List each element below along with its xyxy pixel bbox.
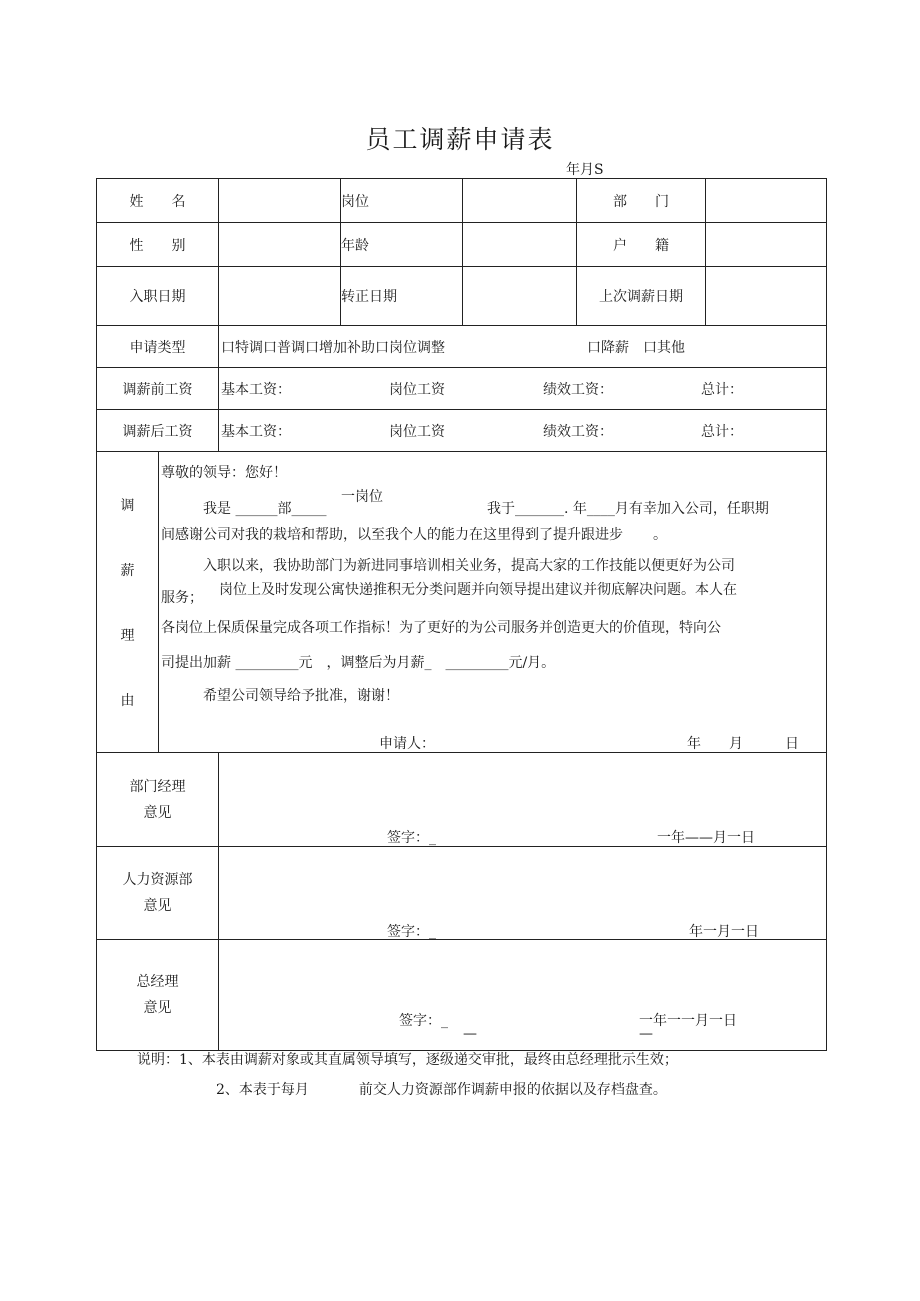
dept-manager-date: 一年——月一日 xyxy=(657,830,755,846)
general-manager-label xyxy=(97,940,219,1051)
general-manager-date: 一年一一月一日 xyxy=(639,1013,737,1029)
note-line-2-b: 前交人力资源部作调薪申报的依据以及存档盘查。 xyxy=(358,1082,667,1098)
gender-field[interactable] xyxy=(219,223,341,267)
reason-char-4: 由 xyxy=(120,692,135,709)
salary-before-perf: 绩效工资： xyxy=(543,381,613,398)
hr-dept-date: 年一月一日 xyxy=(689,924,759,940)
general-manager-opinion[interactable] xyxy=(219,940,827,1051)
dept-manager-sign: 签字：_ xyxy=(387,830,436,846)
general-manager-sign: 签字：_ xyxy=(399,1013,448,1029)
hr-dept-label xyxy=(97,847,219,940)
apply-type-options[interactable] xyxy=(219,326,827,368)
letter-para2-line4: 司提出加薪 _________元 ，调整后为月薪_ _________元/月。 xyxy=(161,655,556,671)
applicant-label: 申请人： xyxy=(379,736,435,752)
salary-before-base: 基本工资： xyxy=(221,381,291,398)
department-label: 部 门 xyxy=(577,179,706,223)
reason-body[interactable] xyxy=(159,452,827,753)
hr-dept-label-l2: 意见 xyxy=(143,898,172,914)
salary-after-label: 调薪后工资 xyxy=(97,410,219,452)
hukou-field[interactable] xyxy=(706,223,827,267)
salary-before-label: 调薪前工资 xyxy=(97,368,219,410)
letter-line1-b: 一岗位 xyxy=(341,489,383,505)
letter-line1-a: 我是 ______部_____ xyxy=(203,501,327,517)
header-date: 年月S xyxy=(566,162,604,178)
hr-dept-opinion[interactable] xyxy=(219,847,827,940)
position-label: 岗位 xyxy=(341,179,463,223)
apply-type-options-b[interactable]: 口降薪 口其他 xyxy=(587,339,685,356)
note-line-2-a: 2、本表于每月 xyxy=(216,1082,309,1098)
dept-manager-label-l2: 意见 xyxy=(143,804,172,821)
age-field[interactable] xyxy=(463,223,577,267)
letter-para2-line2-b: 岗位上及时发现公寓快递推积无分类问题并向领导提出建议并彻底解决问题。本人在 xyxy=(219,582,737,598)
salary-before-post: 岗位工资 xyxy=(389,381,445,398)
letter-para2-line1: 入职以来，我协助部门为新进同事培训相关业务，提高大家的工作技能以便更好为公司 xyxy=(203,558,735,574)
hr-dept-label-l1: 人力资源部 xyxy=(122,872,193,888)
name-field[interactable] xyxy=(219,179,341,223)
reason-char-3: 理 xyxy=(120,627,135,644)
last-adjust-date-field[interactable] xyxy=(706,267,827,326)
salary-before-total: 总计： xyxy=(701,381,743,398)
note-line-2 xyxy=(216,1079,667,1099)
age-label: 年龄 xyxy=(341,223,463,267)
note-line-1: 说明：1、本表由调薪对象或其直属领导填写，逐级递交审批，最终由总经理批示生效； xyxy=(137,1052,678,1068)
dept-manager-opinion[interactable] xyxy=(219,753,827,847)
letter-para2-line2-a: 服务； xyxy=(161,590,203,606)
hr-dept-sign: 签字：_ xyxy=(387,924,436,940)
letter-line2-text: 间感谢公司对我的栽培和帮助，以至我个人的能力在这里得到了提升跟进步 xyxy=(161,527,623,543)
regular-date-field[interactable] xyxy=(463,267,577,326)
general-manager-date-mark: — xyxy=(639,1026,653,1042)
general-manager-label-l1: 总经理 xyxy=(136,974,179,990)
reason-char-1: 调 xyxy=(120,497,135,514)
salary-before-row[interactable] xyxy=(219,368,827,410)
letter-greeting: 尊敬的领导：您好！ xyxy=(161,465,287,481)
apply-type-options-a[interactable]: 口特调口普调口增加补助口岗位调整 xyxy=(221,339,445,356)
reason-char-2: 薪 xyxy=(120,562,135,579)
position-field[interactable] xyxy=(463,179,577,223)
dept-manager-label-l1: 部门经理 xyxy=(129,778,186,795)
letter-line1-c: 我于_______. 年____月有幸加入公司，任职期 xyxy=(487,501,769,517)
last-adjust-date-label: 上次调薪日期 xyxy=(577,267,706,326)
general-manager-sign-mark: — xyxy=(463,1026,477,1042)
salary-after-total: 总计： xyxy=(701,423,743,440)
letter-para2-line3: 各岗位上保质保量完成各项工作指标！为了更好的为公司服务并创造更大的价值现，特向公 xyxy=(161,620,721,636)
reason-label xyxy=(97,452,159,753)
general-manager-label-l2: 意见 xyxy=(143,1000,172,1016)
letter-line2-end: 。 xyxy=(653,527,667,543)
hire-date-field[interactable] xyxy=(219,267,341,326)
salary-after-row[interactable] xyxy=(219,410,827,452)
hire-date-label: 入职日期 xyxy=(97,267,219,326)
letter-para3: 希望公司领导给予批准，谢谢！ xyxy=(203,688,399,704)
salary-after-base: 基本工资： xyxy=(221,423,291,440)
regular-date-label: 转正日期 xyxy=(341,267,463,326)
department-field[interactable] xyxy=(706,179,827,223)
hukou-label: 户 籍 xyxy=(577,223,706,267)
apply-type-label: 申请类型 xyxy=(97,326,219,368)
letter-line2 xyxy=(161,524,667,544)
form-title: 员工调薪申请表 xyxy=(365,125,555,154)
salary-after-post: 岗位工资 xyxy=(389,423,445,440)
applicant-date: 年 月 日 xyxy=(687,736,799,752)
dept-manager-label xyxy=(97,753,219,847)
salary-adjustment-form xyxy=(96,178,827,1051)
salary-after-perf: 绩效工资： xyxy=(543,423,613,440)
name-label: 姓 名 xyxy=(97,179,219,223)
gender-label: 性 别 xyxy=(97,223,219,267)
